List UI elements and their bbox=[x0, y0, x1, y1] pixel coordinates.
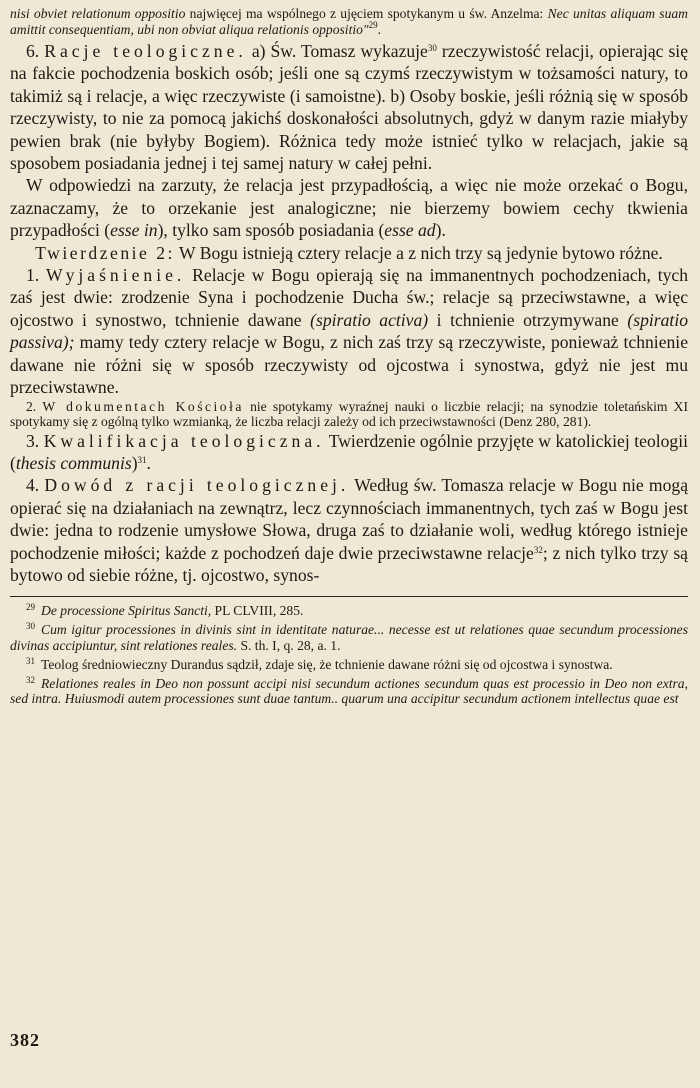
footnote-ref: 31 bbox=[137, 454, 147, 465]
section-heading: Racje teologiczne. bbox=[44, 41, 247, 61]
page-number: 382 bbox=[10, 1030, 40, 1050]
section-number: 3. bbox=[26, 430, 44, 451]
text-run: rzeczywistość relacji, opierając się na fakcie pochodzenia boskich osób; jeśli one są czymś rzeczywistym w tożsamości natury, to takimiż są i relacje, a więc rzeczywiste (i samoistne). b) Osoby boskie, jeśli różnią się w sposób rzeczywisty, to nie za pomocą jakichś doskonałości absolutnych, gdyż w danym razie miałyby pewien brak (nie byłyby Bogiem). Różnica tedy może istnieć tylko w relacjach, jakie są sposobem posiadania jednej i tej samej natury w całej pełni. bbox=[10, 41, 689, 174]
text-run: ) bbox=[131, 452, 138, 473]
latin-quote: Cum igitur processiones in divinis sint in identitate naturae... necesse est ut relationes quae secundum processiones divinas accipiuntur, sint relationes reales. bbox=[10, 622, 688, 653]
latin-term: thesis communis bbox=[15, 452, 132, 473]
text-run: W Bogu istnieją cztery relacje a z nich trzy są jedynie bytowo różne. bbox=[174, 242, 663, 263]
section-number: 6. bbox=[26, 41, 45, 61]
section-heading: Wyjaśnienie. bbox=[46, 265, 186, 286]
text-run: S. th. I, q. 28, a. 1. bbox=[237, 637, 341, 653]
text-run: W odpowiedzi na zarzuty, że relacja jest przypadłością, a więc nie może orzekać o Bogu, zaznaczamy, że to orzekanie jest analogiczne; nie bierzemy bowiem cechy tkwienia przypadłości ( bbox=[10, 175, 688, 241]
text-run: a) Św. Tomasz wykazuje bbox=[246, 41, 428, 61]
reply-paragraph bbox=[10, 174, 688, 241]
footnote-31 bbox=[10, 657, 688, 673]
footnote-32 bbox=[10, 676, 688, 708]
latin-term: esse ad bbox=[384, 220, 436, 241]
text-run: i tchnienie otrzymywane bbox=[428, 309, 628, 330]
continuation-paragraph bbox=[10, 6, 688, 37]
thesis-heading: Twierdzenie 2: bbox=[35, 242, 175, 263]
text-run: nie spotykamy wyraźnej nauki o liczbie relacji; na synodzie toletańskim XI spotykamy się z ogólną tylko wzmianką, że liczba relacji zależy od ich przeciwstawności (Denz 280, 281). bbox=[10, 398, 688, 429]
latin-phrase: nisi obviet relationum oppositio bbox=[10, 6, 186, 21]
text-run: ). bbox=[435, 220, 446, 241]
section-6-paragraph bbox=[10, 40, 688, 174]
footnote-29 bbox=[10, 603, 688, 619]
text-run: ), tylko sam sposób posiadania ( bbox=[157, 220, 385, 241]
section-number: 1. bbox=[26, 265, 47, 286]
latin-quote: Relationes reales in Deo non possunt accipi nisi secundum actiones secundum quas est processio in Deo non extra, sed intra. Huiusmodi autem processiones sunt duae tantum.. quarum una accipitur secundum actionem intellectus quae est bbox=[10, 675, 688, 707]
text-run: Relacje w Bogu opierają się na immanentnych pochodzeniach, tych zaś jest dwie: zrodzenie Syna i pochodzenie Ducha św.; relacje są przeciwstawne, a więc ojcostwo i synostwo, tchnienie dawane bbox=[10, 265, 689, 330]
text-run: . bbox=[146, 452, 151, 473]
text-run: Według św. Tomasza relacje w Bogu nie mogą opierać się na działaniach na zewnątrz, lecz czynnościach immanentnych, tych zaś w Bogu jest dwie: jedna to rodzenie umysłowe Słowa, druga zaś to działanie woli, według którego istnieje pochodzenie miłości; każde z pochodzeń daje dwie przeciwstawne relacje bbox=[10, 475, 689, 563]
section-1-paragraph bbox=[10, 264, 688, 398]
section-number: 4. bbox=[26, 475, 45, 496]
latin-quote: Nec unitas aliquam suam amittit consequentiam, ubi non obviat aliqua relationis oppositio bbox=[10, 6, 688, 37]
section-heading: W dokumentach Kościoła bbox=[42, 398, 244, 414]
footnote-ref: 29 bbox=[368, 19, 378, 30]
latin-term: esse in bbox=[110, 220, 158, 241]
latin-title: De processione Spiritus Sancti, bbox=[41, 603, 212, 619]
section-4-paragraph bbox=[10, 474, 688, 586]
section-2-paragraph bbox=[10, 399, 688, 430]
latin-term: (spiratio activa) bbox=[310, 309, 429, 330]
footnote-separator bbox=[10, 596, 688, 597]
text-run: Teolog średniowieczny Durandus sądził, zdaje się, że tchnienie dawane różni się od ojcostwa i synostwa. bbox=[41, 656, 613, 672]
text-run: mamy tedy cztery relacje w Bogu, z nich zaś trzy są rzeczywiste, ponieważ tchnienie dawane nie różni się w sposób rzeczywisty od ojcostwa i synostwa, gdyż nie jest mu przeciwstawne. bbox=[10, 332, 688, 398]
footnote-30 bbox=[10, 622, 688, 654]
footnote-ref: 30 bbox=[427, 43, 437, 53]
footnote-ref: 32 bbox=[533, 544, 543, 555]
latin-term: (spiratio passiva); bbox=[10, 309, 688, 353]
footnote-number: 29 bbox=[26, 602, 35, 613]
section-3-paragraph bbox=[10, 430, 688, 475]
text-run: najwięcej ma wspólnego z ujęciem spotykanym u św. Anzelma: bbox=[185, 6, 548, 21]
footnote-number: 31 bbox=[26, 655, 35, 666]
text-run: ; z nich tylko trzy są bytowo od siebie różne, tj. ojcostwo, synos- bbox=[10, 542, 688, 585]
text-run: Twierdzenie ogólnie przyjęte w katolickiej teologii ( bbox=[10, 430, 688, 473]
text-run: " bbox=[362, 21, 369, 37]
text-run: . bbox=[377, 21, 382, 37]
thesis-statement bbox=[10, 242, 688, 264]
section-heading: Kwalifikacja teologiczna. bbox=[43, 430, 325, 451]
footnote-number: 32 bbox=[26, 674, 35, 685]
footnote-number: 30 bbox=[26, 621, 35, 632]
section-heading: Dowód z racji teologicznej. bbox=[44, 475, 350, 496]
text-run: PL CLVIII, 285. bbox=[211, 603, 304, 619]
section-number: 2. bbox=[26, 398, 43, 414]
